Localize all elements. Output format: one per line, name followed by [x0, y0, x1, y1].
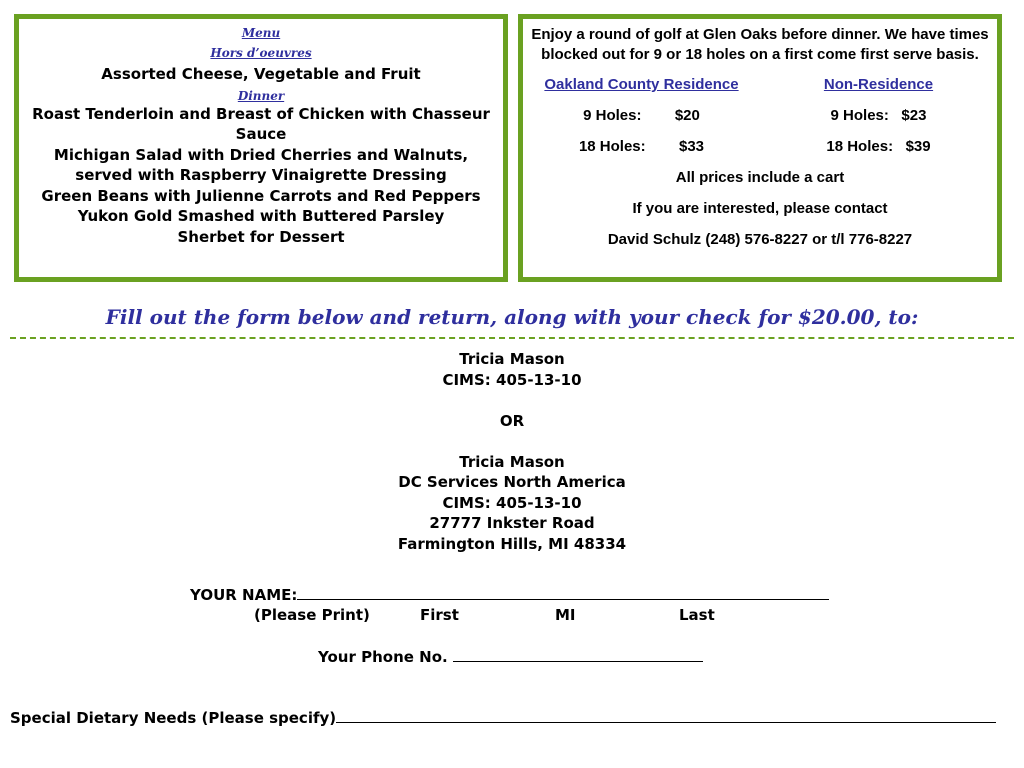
addr1-name: Tricia Mason	[459, 350, 565, 368]
dietary-label: Special Dietary Needs (Please specify)	[10, 709, 337, 727]
price-row	[523, 106, 997, 126]
phone-label: Your Phone No.	[318, 648, 448, 666]
menu-item: Yukon Gold Smashed with Buttered Parsley	[77, 207, 445, 225]
print-hint: (Please Print)	[254, 606, 370, 624]
price-value: $20	[674, 107, 700, 124]
name-field-row	[190, 585, 829, 604]
addr2-street: 27777 Inkster Road	[429, 514, 595, 532]
golf-box	[518, 14, 1002, 282]
addr2-cims: CIMS: 405-13-10	[442, 493, 582, 512]
menu-item: Roast Tenderloin and Breast of Chicken with Chasseur Sauce	[32, 104, 490, 143]
addr2-name: Tricia Mason	[459, 452, 565, 471]
addr2-city: Farmington Hills, MI 48334	[397, 534, 627, 553]
name-input-line[interactable]	[297, 585, 829, 600]
price-label: 9 Holes:	[830, 107, 889, 124]
dietary-field-row	[10, 708, 996, 727]
nonresident-heading: Non-Residence	[823, 76, 934, 93]
contact-note: If you are interested, please contact	[632, 200, 888, 217]
dinner-heading: Dinner	[237, 88, 285, 103]
phone-field-row	[318, 647, 703, 666]
contact-info: David Schulz (248) 576-8227 or t/l 776-8227	[607, 231, 913, 248]
cart-note: All prices include a cart	[675, 169, 845, 186]
dietary-input-line[interactable]	[336, 708, 996, 723]
hors-item: Assorted Cheese, Vegetable and Fruit	[101, 65, 421, 83]
golf-price-headings	[523, 75, 997, 95]
price-value: $23	[901, 107, 927, 124]
price-label: 18 Holes:	[578, 138, 646, 155]
name-label: YOUR NAME:	[190, 586, 298, 604]
golf-intro: Enjoy a round of golf at Glen Oaks before dinner. We have times blocked out for 9 or 18 holes on a first come first serve basis.	[531, 26, 989, 63]
resident-heading: Oakland County Residence	[544, 76, 739, 93]
mi-label: MI	[555, 606, 576, 624]
menu-item: Michigan Salad with Dried Cherries and Walnuts, served with Raspberry Vinaigrette Dressing	[53, 145, 469, 184]
mailing-addresses	[0, 349, 1024, 554]
price-row	[523, 137, 997, 157]
first-label: First	[420, 606, 459, 624]
hors-heading: Hors d’oeuvres	[210, 46, 312, 60]
last-label: Last	[679, 606, 715, 624]
price-value: $33	[679, 138, 705, 155]
price-label: 9 Holes:	[583, 107, 642, 124]
dashed-divider	[10, 337, 1014, 339]
addr1-cims: CIMS: 405-13-10	[442, 370, 582, 389]
menu-title: Menu	[241, 26, 281, 40]
price-value: $39	[905, 138, 931, 155]
form-heading: Fill out the form below and return, along with your check for $20.00, to:	[105, 305, 919, 329]
phone-input-line[interactable]	[453, 647, 703, 662]
menu-box	[14, 14, 508, 282]
price-label: 18 Holes:	[826, 138, 894, 155]
or-label: OR	[499, 411, 525, 430]
menu-item: Green Beans with Julienne Carrots and Red Peppers	[41, 186, 481, 205]
addr2-company: DC Services North America	[398, 473, 626, 491]
menu-item: Sherbet for Dessert	[177, 227, 345, 246]
